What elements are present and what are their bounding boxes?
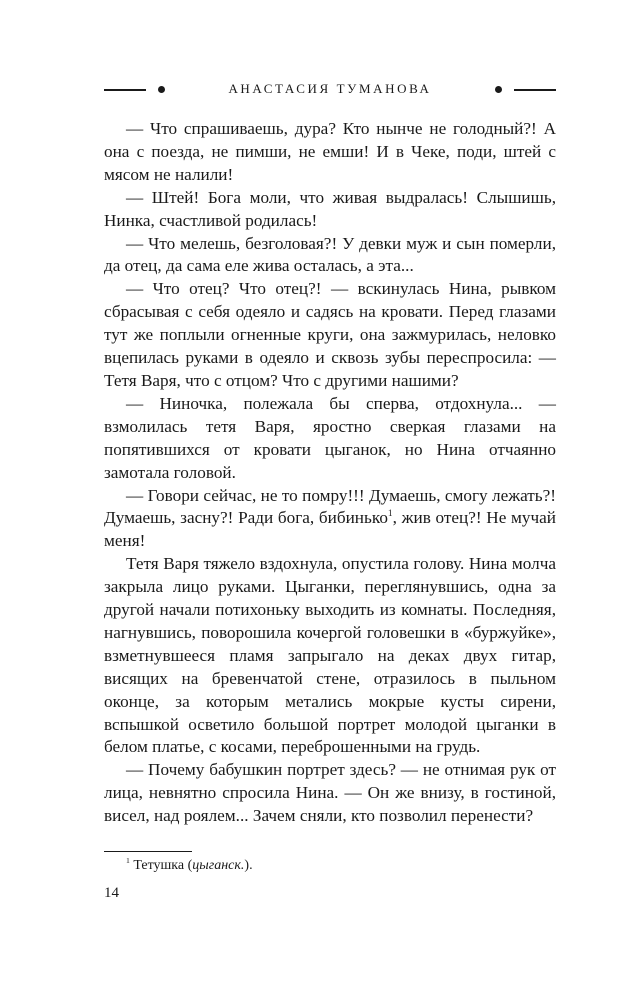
paragraph: — Штей! Бога моли, что живая выдралась! Слышишь, Нинка, счастливой родилась! <box>104 187 556 230</box>
footnote <box>126 858 253 874</box>
paragraph: — Что мелешь, безголовая?! У девки муж и сын померли, да отец, да сама еле жива осталась, а эта... <box>104 233 556 276</box>
paragraph: — Что отец? Что отец?! — вскинулась Нина, рывком сбрасывая с себя одеяло и садясь на кровати. Перед глазами тут же поплыли огненные круги, она зажмурилась, неловко вцепилась руками в одеяло и сквозь зубы переспросила: — Тетя Варя, что с отцом? Что с другими нашими? <box>104 279 556 390</box>
paragraph: — Что спрашиваешь, дура? Кто нынче не голодный?! А она с поезда, не пимши, не емши! И в Чеке, поди, штей с мясом не налили! <box>104 119 556 184</box>
header-dot-right <box>495 86 502 93</box>
paragraph: — Почему бабушкин портрет здесь? — не отнимая рук от лица, невнятно спросила Нина. — Он же внизу, в гостиной, висел, над роялем... Зачем сняли, кто позволил перенести? <box>104 760 556 826</box>
page-number: 14 <box>104 885 119 901</box>
paragraph: Тетя Варя тяжело вздохнула, опустила голову. Нина молча закрыла лицо руками. Цыганки, переглянувшись, одна за другой начали потихоньку выходить из комнаты. Последняя, нагнувшись, поворошила кочергой головешки в «буржуйке», взметнувшееся пламя запрыгало на деках двух гитар, висящих на бревенчатой стене, отразилось в пыльном оконце, за которым метались мокрые кусты сирени, вспышкой осветило большой портрет молодой цыганки в белом платье, с косами, переброшенными на грудь. <box>104 554 556 757</box>
footnote-emphasis: цыганск. <box>192 858 245 873</box>
header-rule-right <box>514 89 556 91</box>
paragraph-text: — Говори сейчас, не то помру!!! Думаешь, смогу лежать?! Думаешь, засну?! Ради бога, бибинько <box>104 485 556 528</box>
body-text <box>104 118 556 828</box>
footnote-ref: 1 <box>387 509 393 520</box>
footnote-rule <box>104 851 192 852</box>
footnote-end: ). <box>244 858 253 873</box>
running-title: АНАСТАСИЯ ТУМАНОВА <box>228 81 432 96</box>
paragraph-with-footnote <box>104 485 556 554</box>
paragraph-text: , жив отец?! Не мучай меня! <box>104 508 556 551</box>
running-header <box>104 79 556 103</box>
footnote-mark: 1 <box>126 856 130 866</box>
footnote-text: Тетушка ( <box>129 858 193 873</box>
paragraph: — Ниночка, полежала бы сперва, отдохнула... — взмолилась тетя Варя, яростно сверкая глазами на попятившихся от кровати цыганок, но Нина отчаянно замотала головой. <box>104 393 556 482</box>
